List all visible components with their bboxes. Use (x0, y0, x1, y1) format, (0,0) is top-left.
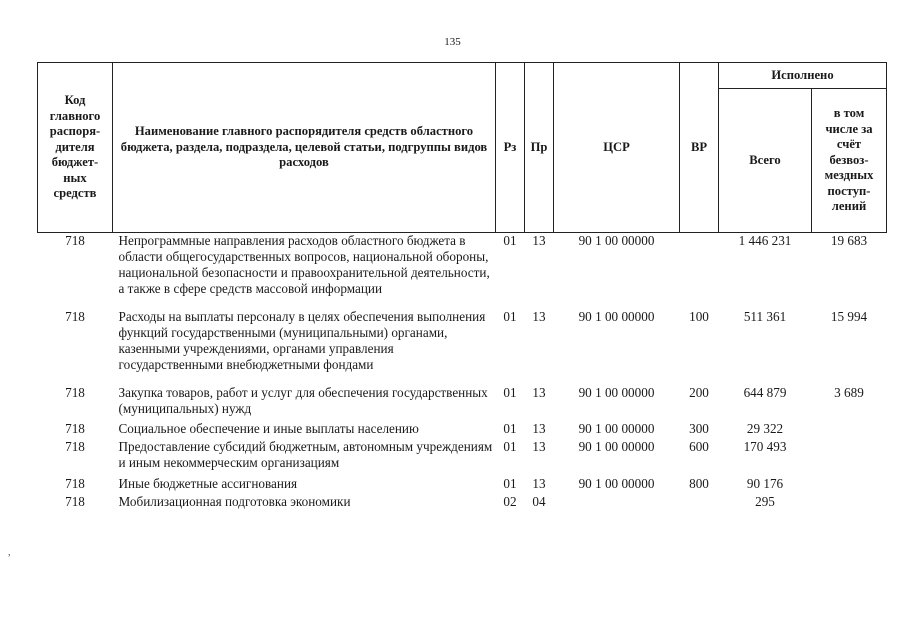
cell-code: 718 (65, 494, 85, 509)
cell-rz: 01 (503, 233, 517, 248)
cell-vr: 200 (689, 385, 709, 400)
cell-csr: 90 1 00 00000 (578, 421, 655, 436)
cell-vr (680, 494, 719, 510)
cell-pr: 04 (532, 494, 546, 509)
table-row (38, 421, 887, 437)
table-row (38, 233, 887, 298)
table-header (38, 63, 887, 233)
cell-pr: 13 (532, 385, 546, 400)
cell-csr (554, 494, 680, 510)
cell-name: Мобилизационная подготовка экономики (118, 494, 351, 509)
cell-total: 644 879 (743, 385, 787, 400)
cell-pr: 13 (532, 439, 546, 454)
cell-vr: 100 (689, 309, 709, 324)
cell-free (812, 476, 887, 492)
cell-total: 1 446 231 (738, 233, 792, 248)
cell-total: 511 361 (743, 309, 787, 324)
cell-csr: 90 1 00 00000 (578, 439, 655, 454)
budget-table (37, 62, 887, 510)
header-code: Код главного распоря-дителя бюджет-ных средств (38, 63, 113, 233)
cell-name: Социальное обеспечение и иные выплаты населению (118, 421, 419, 436)
cell-vr: 800 (689, 476, 709, 491)
cell-total: 295 (755, 494, 775, 509)
cell-name: Предоставление субсидий бюджетным, автономным учреждениям и иным некоммерческим организациям (118, 439, 493, 470)
cell-pr: 13 (532, 309, 546, 324)
header-rz: Рз (496, 63, 525, 233)
cell-code: 718 (65, 385, 85, 400)
cell-code: 718 (65, 233, 85, 248)
scan-speck: , (8, 547, 11, 558)
cell-rz: 01 (503, 421, 517, 436)
cell-code: 718 (65, 421, 85, 436)
header-free-receipts: в том числе за счёт безвоз-мездных поступ-лений (812, 89, 887, 233)
table-row (38, 385, 887, 417)
table-row (38, 476, 887, 492)
cell-vr: 600 (689, 439, 709, 454)
cell-rz: 01 (503, 439, 517, 454)
cell-rz: 01 (503, 385, 517, 400)
cell-free (812, 421, 887, 437)
header-executed: Исполнено (719, 63, 887, 89)
cell-name: Непрограммные направления расходов областного бюджета в области общегосударственных вопросов, национальной обороны, национальной безопасности и правоохранительной деятельности, а также в сфере средств массовой информации (118, 233, 490, 296)
cell-rz: 01 (503, 476, 517, 491)
cell-csr: 90 1 00 00000 (578, 476, 655, 491)
cell-rz: 01 (503, 309, 517, 324)
header-vr: ВР (680, 63, 719, 233)
cell-free (812, 439, 887, 471)
cell-csr: 90 1 00 00000 (578, 385, 655, 400)
cell-vr: 300 (689, 421, 709, 436)
cell-total: 170 493 (743, 439, 787, 454)
cell-total: 29 322 (746, 421, 784, 436)
cell-name: Иные бюджетные ассигнования (118, 476, 298, 491)
cell-csr: 90 1 00 00000 (578, 233, 655, 248)
table-row (38, 494, 887, 510)
cell-code: 718 (65, 309, 85, 324)
cell-vr (680, 233, 719, 298)
cell-pr: 13 (532, 421, 546, 436)
cell-name: Закупка товаров, работ и услуг для обеспечения государственных (муниципальных) нужд (118, 385, 488, 416)
cell-pr: 13 (532, 233, 546, 248)
header-pr: Пр (525, 63, 554, 233)
header-total: Всего (719, 89, 812, 233)
cell-pr: 13 (532, 476, 546, 491)
header-name: Наименование главного распорядителя средств областного бюджета, раздела, подраздела, целевой статьи, подгруппы видов расходов (113, 63, 496, 233)
cell-free (812, 494, 887, 510)
cell-csr: 90 1 00 00000 (578, 309, 655, 324)
cell-total: 90 176 (746, 476, 784, 491)
page-number: 135 (444, 36, 461, 48)
table-row (38, 439, 887, 471)
cell-free: 15 994 (830, 309, 868, 324)
cell-rz: 02 (503, 494, 517, 509)
cell-code: 718 (65, 476, 85, 491)
cell-free: 19 683 (830, 233, 868, 248)
cell-code: 718 (65, 439, 85, 454)
cell-name: Расходы на выплаты персоналу в целях обеспечения выполнения функций государственными (муниципальными) органами, казенными учреждениями, органами управления государственными внебюджетными фондами (118, 309, 486, 372)
cell-free: 3 689 (834, 385, 864, 400)
table-row (38, 309, 887, 373)
header-csr: ЦСР (554, 63, 680, 233)
table-body (38, 233, 887, 511)
